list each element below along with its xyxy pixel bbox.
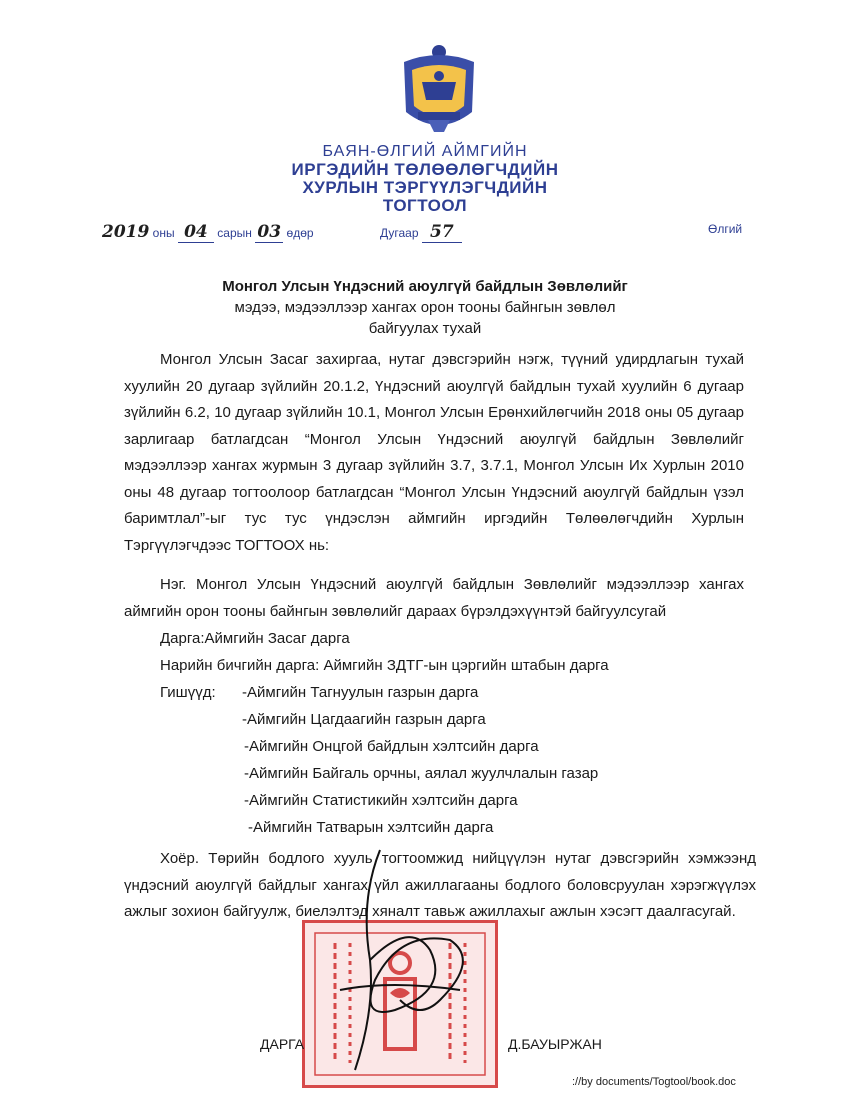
chair-line: Дарга:Аймгийн Засаг дарга — [160, 630, 350, 647]
member-item: -Аймгийн Онцгой байдлын хэлтсийн дарга — [244, 738, 539, 755]
file-path-footer: ://by documents/Togtool/book.doc — [572, 1076, 736, 1088]
paragraph-one: Нэг. Монгол Улсын Үндэсний аюулгүй байдлын Зөвлөлийг мэдээллээр хангах аймгийн орон тооны байнгын зөвлөлийг дараах бүрэлдэхүүнтэй байгуулсугай — [124, 576, 744, 620]
number-label: Дугаар — [380, 226, 419, 240]
document-title — [0, 276, 850, 339]
number-field — [380, 222, 462, 243]
paragraph-two: Хоёр. Төрийн бодлого хууль тогтоомжид нийцүүлэн нутаг дэвсгэрийн хэмжээнд үндэсний аюулгүй байдлыг хангах үйл ажиллагааны бодлого боловсруулан хэрэгжүүлэх ажлыг зохион байгуулж, биелэлтэд хяналт тавьж ажиллахыг ажлын хэсэгт даалгасугай. — [124, 850, 756, 920]
signatory-title: ДАРГА — [260, 1036, 305, 1052]
place: Өлгий — [708, 222, 743, 236]
header-line-2: ИРГЭДИЙН ТӨЛӨӨЛӨГЧДИЙН — [291, 160, 559, 179]
signatory-name: Д.БАУЫРЖАН — [508, 1036, 602, 1052]
date-year-suffix: оны — [149, 226, 175, 240]
member-item: -Аймгийн Татварын хэлтсийн дарга — [248, 819, 494, 836]
state-emblem-icon — [398, 42, 480, 138]
secretary-line: Нарийн бичгийн дарга: Аймгийн ЗДТГ-ын цэргийн штабын дарга — [160, 657, 609, 674]
members-label: Гишүүд: — [160, 684, 216, 701]
member-item: -Аймгийн Статистикийн хэлтсийн дарга — [244, 792, 518, 809]
header-line-3: ХУРЛЫН ТЭРГҮҮЛЭГЧДИЙН — [302, 178, 548, 197]
paragraph-preamble: Монгол Улсын Засаг захиргаа, нутаг дэвсгэрийн нэгж, түүний удирдлагын тухай хуулийн 20 дугаар зүйлийн 20.1.2, Үндэсний аюулгүй байдлын тухай хуулийн 6 дугаар зүйлийн 6.2, 10 дугаар зүйлийн 10.1, Монгол Улсын Ерөнхийлөгчийн 2018 оны 05 дугаар зарлигаар батлагдсан “Монгол Улсын Үндэсний аюулгүй байдлын Зөвлөлийг мэдээллээр хангах журмын 3 дугаар зүйлийн 3.7, 3.7.1, Монгол Улсын Их Хурлын 2010 оны 48 дугаар тогтоолоор батлагдсан “Монгол Улсын Үндэсний аюулгүй байдлын үзэл баримтлал”-ыг тус тус үндэслэн аймгийн иргэдийн Төлөөлөгчдийн Хурлын Тэргүүлэгчдээс ТОГТООХ нь: — [124, 351, 744, 554]
title-line-1: Монгол Улсын Үндэсний аюулгүй байдлын Зөвлөлийг — [222, 278, 628, 295]
member-item: -Аймгийн Цагдаагийн газрын дарга — [242, 711, 486, 728]
date-month-suffix: сарын — [213, 226, 252, 240]
date-field — [102, 222, 314, 243]
date-month: 04 — [184, 222, 208, 242]
date-day: 03 — [257, 222, 282, 242]
title-line-2: мэдээ, мэдээллээр хангах орон тооны байнгын зөвлөл — [234, 299, 616, 316]
header-line-1: БАЯН-ӨЛГИЙ АЙМГИЙН — [322, 143, 528, 160]
member-item: -Аймгийн Байгаль орчны, аялал жуулчлалын газар — [244, 765, 599, 782]
date-year: 2019 — [102, 222, 150, 242]
document-number: 57 — [430, 222, 454, 242]
title-line-3: байгуулах тухай — [368, 320, 482, 337]
date-day-suffix: өдөр — [283, 226, 314, 240]
signature-icon — [300, 840, 500, 1090]
member-item: -Аймгийн Тагнуулын газрын дарга — [242, 684, 479, 701]
document-type: ТОГТООЛ — [382, 196, 468, 215]
